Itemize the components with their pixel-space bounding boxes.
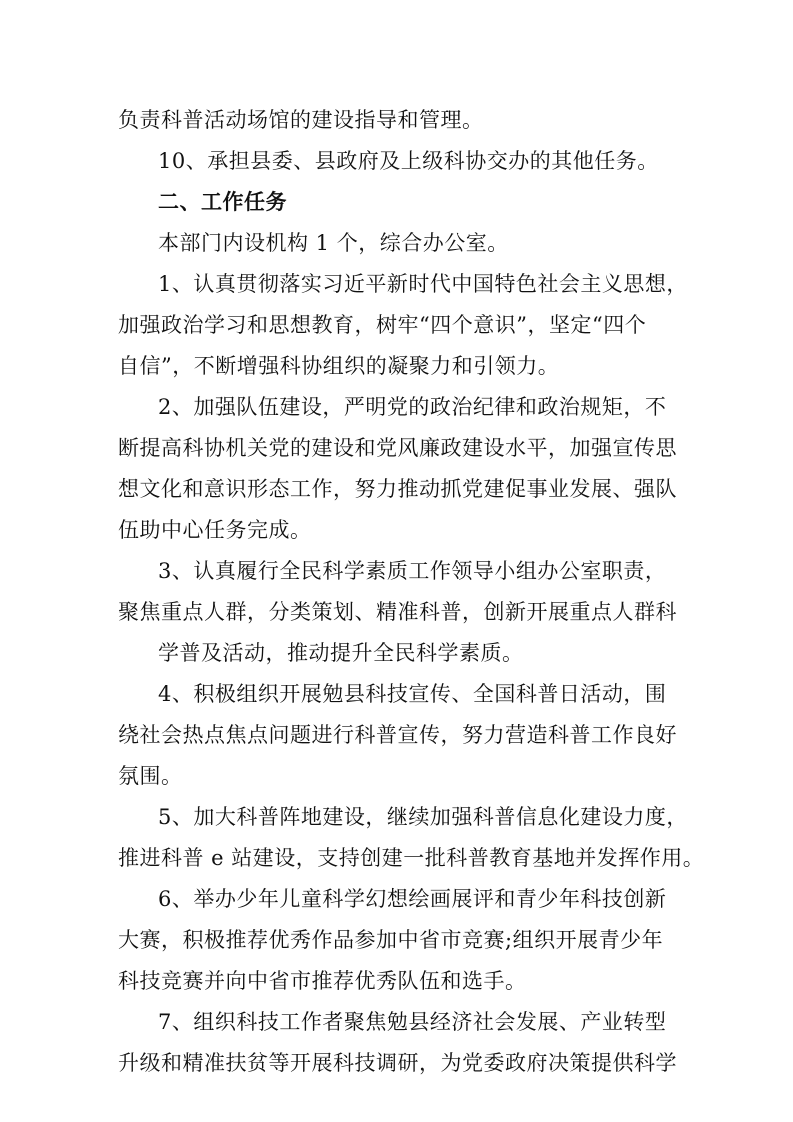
section-heading: 二、工作任务 <box>158 190 287 214</box>
text-line: 断提高科协机关党的建设和党风廉政建设水平，加强宣传思 <box>118 436 677 460</box>
text-line: 推进科普 e 站建设，支持创建一批科普教育基地并发挥作用。 <box>118 846 705 870</box>
text-line: 负责科普活动场馆的建设指导和管理。 <box>118 108 484 132</box>
text-line: 1、认真贯彻落实习近平新时代中国特色社会主义思想， <box>158 272 688 296</box>
text-line: 绕社会热点焦点问题进行科普宣传，努力营造科普工作良好 <box>118 723 677 747</box>
text-line: 学普及活动，推动提升全民科学素质。 <box>158 641 524 665</box>
text-line: 大赛，积极推荐优秀作品参加中省市竞赛;组织开展青少年 <box>118 928 664 952</box>
text-line: 升级和精准扶贫等开展科技调研，为党委政府决策提供科学 <box>118 1051 677 1075</box>
text-line: 自信”，不断增强科协组织的凝聚力和引领力。 <box>118 354 560 378</box>
text-line: 4、积极组织开展勉县科技宣传、全国科普日活动，围 <box>158 682 667 706</box>
text-line: 5、加大科普阵地建设，继续加强科普信息化建设力度， <box>158 805 688 829</box>
text-line: 3、认真履行全民科学素质工作领导小组办公室职责， <box>158 559 667 583</box>
text-line: 7、组织科技工作者聚焦勉县经济社会发展、产业转型 <box>158 1010 667 1034</box>
text-line: 想文化和意识形态工作，努力推动抓党建促事业发展、强队 <box>118 477 677 501</box>
text-line: 科技竞赛并向中省市推荐优秀队伍和选手。 <box>118 969 527 993</box>
text-line: 2、加强队伍建设，严明党的政治纪律和政治规矩，不 <box>158 395 667 419</box>
text-line: 伍助中心任务完成。 <box>118 518 312 542</box>
text-line: 10、承担县委、县政府及上级科协交办的其他任务。 <box>158 149 659 173</box>
text-line: 聚焦重点人群，分类策划、精准科普，创新开展重点人群科 <box>118 600 677 624</box>
text-line: 本部门内设机构 1 个，综合办公室。 <box>158 231 509 255</box>
text-line: 6、举办少年儿童科学幻想绘画展评和青少年科技创新 <box>158 887 667 911</box>
text-line: 氛围。 <box>118 764 183 788</box>
text-line: 加强政治学习和思想教育，树牢“四个意识”，坚定“四个 <box>118 313 647 337</box>
